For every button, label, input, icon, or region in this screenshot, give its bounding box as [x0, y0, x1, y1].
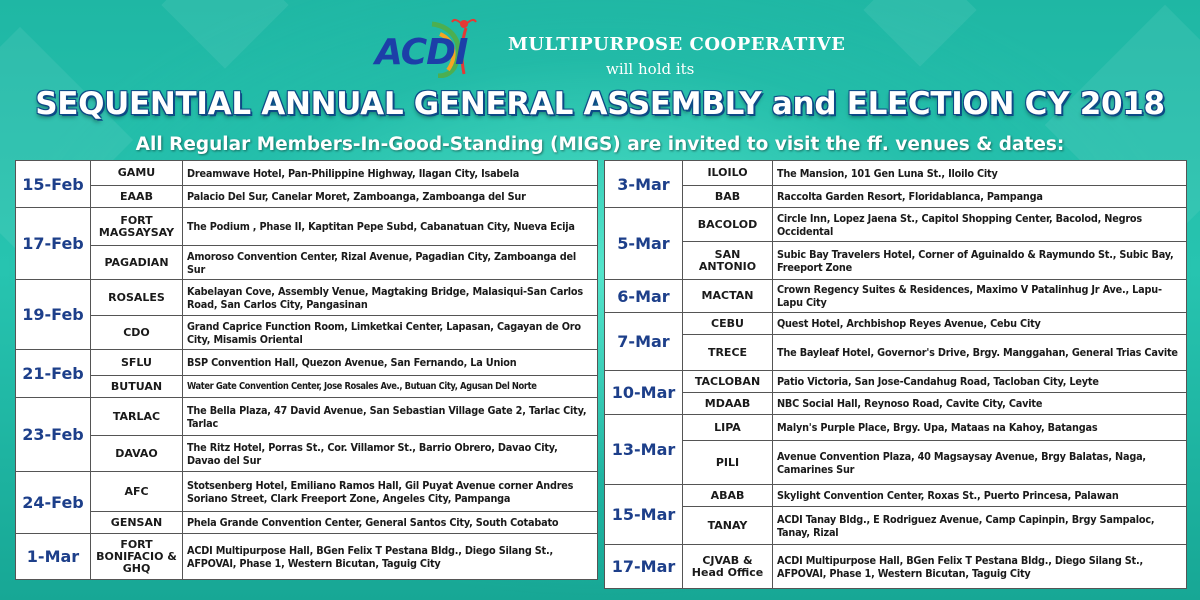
date-cell: 15-Feb — [16, 161, 91, 208]
logo-text: ACDI — [375, 32, 468, 73]
venue-cell: Skylight Convention Center, Roxas St., Puerto Princesa, Palawan — [773, 485, 1187, 507]
branch-cell: DAVAO — [91, 436, 183, 472]
branch-cell: CJVAB & Head Office — [683, 545, 773, 589]
venue-cell: The Podium , Phase II, Kaptitan Pepe Subd, Cabanatuan City, Nueva Ecija — [183, 208, 598, 246]
table-row — [605, 415, 1187, 441]
branch-cell: TANAY — [683, 507, 773, 545]
venue-cell: Circle Inn, Lopez Jaena St., Capitol Shopping Center, Bacolod, Negros Occidental — [773, 208, 1187, 242]
table-row — [16, 472, 598, 512]
table-row — [16, 161, 598, 186]
table-row — [605, 335, 1187, 371]
venue-cell: ACDI Tanay Bldg., E Rodriguez Avenue, Camp Capinpin, Brgy Sampaloc, Tanay, Rizal — [773, 507, 1187, 545]
table-row — [16, 246, 598, 280]
venue-cell: Kabelayan Cove, Assembly Venue, Magtaking Bridge, Malasiqui-San Carlos Road, San Carlos City, Pangasinan — [183, 280, 598, 316]
date-cell: 3-Mar — [605, 161, 683, 208]
date-cell: 1-Mar — [16, 534, 91, 580]
venue-cell: Water Gate Convention Center, Jose Rosales Ave., Butuan City, Agusan Del Norte — [183, 376, 598, 398]
branch-cell: BUTUAN — [91, 376, 183, 398]
branch-cell: FORT MAGSAYSAY — [91, 208, 183, 246]
header-logo-row — [0, 10, 1200, 82]
table-row — [605, 393, 1187, 415]
branch-cell: GENSAN — [91, 512, 183, 534]
branch-cell: ROSALES — [91, 280, 183, 316]
branch-cell: AFC — [91, 472, 183, 512]
table-row — [605, 208, 1187, 242]
venue-cell: Dreamwave Hotel, Pan-Philippine Highway, Ilagan City, Isabela — [183, 161, 598, 186]
venue-cell: Crown Regency Suites & Residences, Maximo V Patalinhug Jr Ave., Lapu-Lapu City — [773, 280, 1187, 313]
venue-cell: Palacio Del Sur, Canelar Moret, Zamboanga, Zamboanga del Sur — [183, 186, 598, 208]
branch-cell: FORT BONIFACIO & GHQ — [91, 534, 183, 580]
branch-cell: SAN ANTONIO — [683, 242, 773, 280]
branch-cell: BACOLOD — [683, 208, 773, 242]
table-row — [16, 376, 598, 398]
page-title: SEQUENTIAL ANNUAL GENERAL ASSEMBLY and ELECTION CY 2018 — [35, 86, 1165, 122]
table-row — [16, 208, 598, 246]
venue-cell: Patio Victoria, San Jose-Candahug Road, Tacloban City, Leyte — [773, 371, 1187, 393]
table-row — [605, 186, 1187, 208]
table-row — [16, 186, 598, 208]
date-cell: 21-Feb — [16, 350, 91, 398]
venue-cell: Amoroso Convention Center, Rizal Avenue, Pagadian City, Zamboanga del Sur — [183, 246, 598, 280]
table-row — [16, 534, 598, 580]
branch-cell: EAAB — [91, 186, 183, 208]
branch-cell: ABAB — [683, 485, 773, 507]
table-row — [16, 398, 598, 436]
branch-cell: SFLU — [91, 350, 183, 376]
branch-cell: CDO — [91, 316, 183, 350]
venue-cell: The Mansion, 101 Gen Luna St., Iloilo City — [773, 161, 1187, 186]
venue-cell: Quest Hotel, Archbishop Reyes Avenue, Cebu City — [773, 313, 1187, 335]
table-row — [605, 242, 1187, 280]
venue-cell: The Bayleaf Hotel, Governor's Drive, Brgy. Manggahan, General Trias Cavite — [773, 335, 1187, 371]
table-row — [16, 316, 598, 350]
venue-cell: Phela Grande Convention Center, General Santos City, South Cotabato — [183, 512, 598, 534]
branch-cell: TARLAC — [91, 398, 183, 436]
date-cell: 7-Mar — [605, 313, 683, 371]
branch-cell: TACLOBAN — [683, 371, 773, 393]
date-cell: 19-Feb — [16, 280, 91, 350]
date-cell: 5-Mar — [605, 208, 683, 280]
table-row — [605, 161, 1187, 186]
date-cell: 23-Feb — [16, 398, 91, 472]
table-row — [605, 545, 1187, 589]
table-row — [605, 485, 1187, 507]
table-row — [605, 441, 1187, 485]
venue-cell: The Bella Plaza, 47 David Avenue, San Sebastian Village Gate 2, Tarlac City, Tarlac — [183, 398, 598, 436]
venue-cell: ACDI Multipurpose Hall, BGen Felix T Pestana Bldg., Diego Silang St., AFPOVAI, Phase 1, Western Bicutan, Taguig City — [183, 534, 598, 580]
venue-cell: ACDI Multipurpose Hall, BGen Felix T Pestana Bldg., Diego Silang St., AFPOVAI, Phase 1, Western Bicutan, Taguig City — [773, 545, 1187, 589]
date-cell: 15-Mar — [605, 485, 683, 545]
venue-cell: Malyn's Purple Place, Brgy. Upa, Mataas na Kahoy, Batangas — [773, 415, 1187, 441]
branch-cell: CEBU — [683, 313, 773, 335]
date-cell: 10-Mar — [605, 371, 683, 415]
venue-cell: The Ritz Hotel, Porras St., Cor. Villamor St., Barrio Obrero, Davao City, Davao del Sur — [183, 436, 598, 472]
venue-cell: Grand Caprice Function Room, Limketkai Center, Lapasan, Cagayan de Oro City, Misamis Oriental — [183, 316, 598, 350]
branch-cell: ILOILO — [683, 161, 773, 186]
venue-cell: NBC Social Hall, Reynoso Road, Cavite City, Cavite — [773, 393, 1187, 415]
date-cell: 6-Mar — [605, 280, 683, 313]
table-row — [605, 371, 1187, 393]
branch-cell: MACTAN — [683, 280, 773, 313]
date-cell: 13-Mar — [605, 415, 683, 485]
organization-name: MULTIPURPOSE COOPERATIVE — [508, 34, 846, 55]
table-row — [16, 436, 598, 472]
date-cell: 17-Feb — [16, 208, 91, 280]
branch-cell: LIPA — [683, 415, 773, 441]
venue-cell: Stotsenberg Hotel, Emiliano Ramos Hall, Gil Puyat Avenue corner Andres Soriano Street, Clark Freeport Zone, Angeles City, Pampanga — [183, 472, 598, 512]
will-hold-text: will hold its — [606, 60, 695, 78]
venue-cell: Subic Bay Travelers Hotel, Corner of Aguinaldo & Raymundo St., Subic Bay, Freeport Zone — [773, 242, 1187, 280]
table-row — [605, 507, 1187, 545]
date-cell: 24-Feb — [16, 472, 91, 534]
branch-cell: PILI — [683, 441, 773, 485]
table-row — [16, 512, 598, 534]
branch-cell: TRECE — [683, 335, 773, 371]
branch-cell: BAB — [683, 186, 773, 208]
branch-cell: PAGADIAN — [91, 246, 183, 280]
table-row — [605, 280, 1187, 313]
table-row — [16, 350, 598, 376]
page-subtitle: All Regular Members-In-Good-Standing (MIGS) are invited to visit the ff. venues & dates: — [135, 134, 1065, 155]
branch-cell: GAMU — [91, 161, 183, 186]
table-row — [16, 280, 598, 316]
branch-cell: MDAAB — [683, 393, 773, 415]
right-schedule-table — [604, 160, 1187, 589]
venue-cell: Raccolta Garden Resort, Floridablanca, Pampanga — [773, 186, 1187, 208]
venue-cell: BSP Convention Hall, Quezon Avenue, San Fernando, La Union — [183, 350, 598, 376]
table-row — [605, 313, 1187, 335]
left-schedule-table — [15, 160, 598, 580]
date-cell: 17-Mar — [605, 545, 683, 589]
venue-cell: Avenue Convention Plaza, 40 Magsaysay Avenue, Brgy Balatas, Naga, Camarines Sur — [773, 441, 1187, 485]
